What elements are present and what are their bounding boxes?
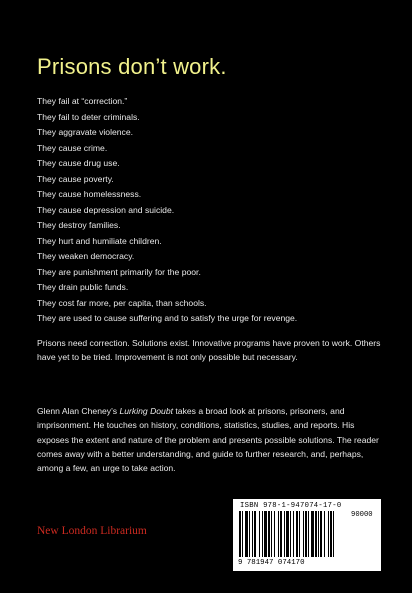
solutions-paragraph: Prisons need correction. Solutions exist. Innovative programs have proven to work. Others have yet to be tried. Improvement is not only possible but necessary. [37, 338, 381, 363]
barcode-bar [286, 511, 289, 557]
book-title: Lurking Doubt [119, 406, 174, 416]
barcode-bar [252, 511, 253, 557]
claim-line: They cause drug use. [37, 158, 120, 168]
barcode-bar [262, 511, 263, 557]
claim-line: They cause crime. [37, 142, 108, 153]
price-code: 90000 [351, 511, 373, 519]
barcode-bar [242, 511, 243, 557]
barcode-bar [254, 511, 256, 557]
isbn-text: ISBN 978-1-947074-17-0 [240, 502, 342, 510]
claim-line: They cause depression and suicide. [37, 204, 175, 215]
barcode-bar [324, 511, 325, 557]
barcode-bar [249, 511, 250, 557]
barcode-bar [293, 511, 294, 557]
claim-line: They aggravate violence. [37, 127, 134, 137]
description-text: takes a broad look at prisons, prisoners, and imprisonment. He touches on history, conditions, statistics, studies, and reports. His exposes the extent and nature of the problem and presents possible solutions. The reader comes away with a better understanding, and guide to further research, and, perhaps, among a few, an urge to take action. [37, 406, 379, 474]
author-text: Glenn Alan Cheney’s [37, 406, 120, 416]
barcode-bar [278, 511, 279, 557]
barcode-bar [308, 511, 309, 557]
barcode-bar [328, 511, 329, 557]
barcode-bar [320, 511, 322, 557]
claim-line: They fail to deter criminals. [37, 111, 140, 122]
claim-line: They are punishment primarily for the poor. [37, 266, 201, 277]
publisher-name: New London Librarium [37, 525, 147, 537]
claim-line: They destroy families. [37, 220, 121, 230]
barcode-bar [311, 511, 314, 557]
isbn-barcode [233, 499, 381, 571]
claim-line: They fail at “correction.” [37, 96, 128, 106]
barcode-bar [318, 511, 319, 557]
book-description [37, 404, 385, 475]
barcode-bar [303, 511, 304, 557]
barcode-bar [299, 511, 300, 557]
claim-line: They drain public funds. [37, 282, 129, 292]
barcode-bar [290, 511, 291, 557]
barcode-bar [259, 511, 260, 557]
barcode-bar [296, 511, 298, 557]
claim-line: They are used to cause suffering and to satisfy the urge for revenge. [37, 313, 298, 323]
barcode-bar [245, 511, 248, 557]
barcode-bars [237, 511, 347, 559]
barcode-bar [333, 511, 334, 557]
claim-line: They hurt and humiliate children. [37, 235, 162, 246]
barcode-bar [280, 511, 282, 557]
claim-line: They cost far more, per capita, than schools. [37, 297, 207, 308]
barcode-bar [305, 511, 307, 557]
claim-line: They weaken democracy. [37, 251, 135, 261]
barcode-bar [239, 511, 241, 557]
barcode-bar [264, 511, 267, 557]
claim-line: They cause homelessness. [37, 189, 142, 199]
barcode-bar [330, 511, 332, 557]
barcode-bar [274, 511, 275, 557]
claims-list [37, 94, 387, 327]
barcode-bar [315, 511, 317, 557]
barcode-bar [271, 511, 272, 557]
barcode-digits: 9 781947 074170 [238, 559, 305, 567]
barcode-bar [284, 511, 285, 557]
claim-line: They cause poverty. [37, 173, 114, 184]
cover-headline: Prisons don’t work. [37, 54, 227, 79]
barcode-bar [268, 511, 270, 557]
